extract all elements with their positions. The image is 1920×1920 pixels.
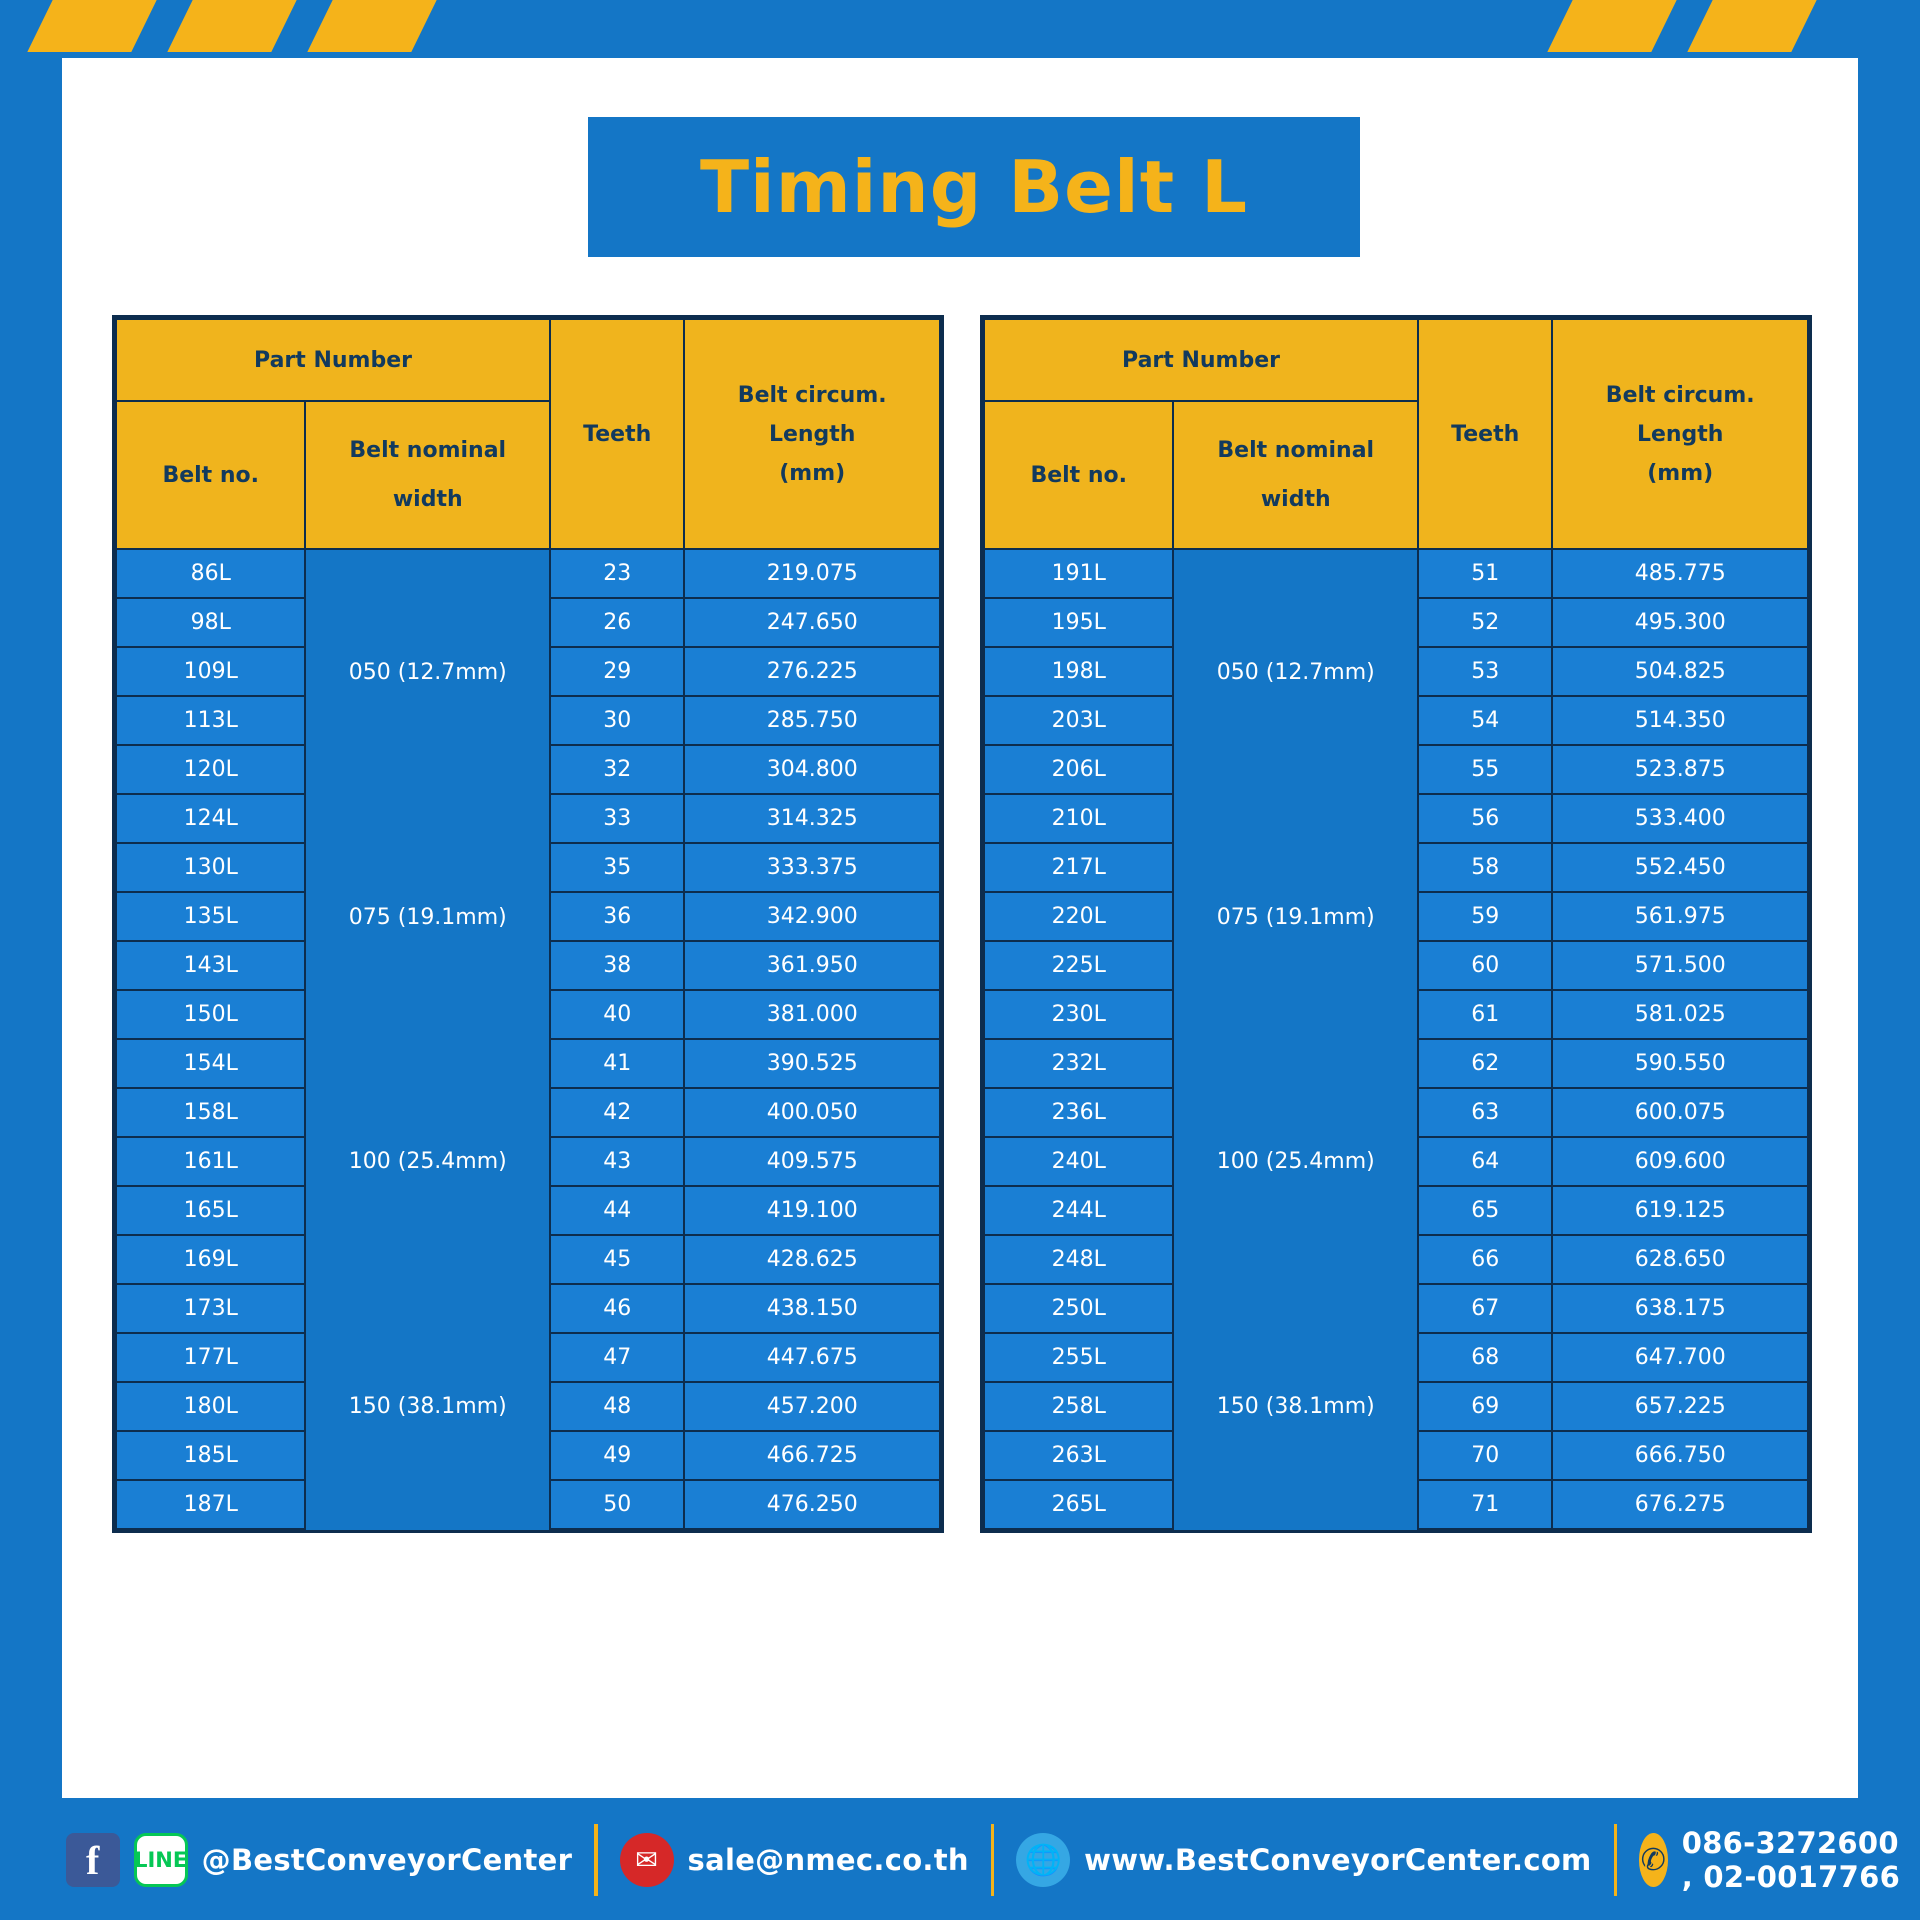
cell-belt-length: 523.875 [1552, 745, 1808, 794]
timing-belt-table-right [980, 315, 1812, 1533]
cell-teeth: 65 [1418, 1186, 1552, 1235]
header-belt-circum-line2: Length [768, 421, 856, 447]
cell-teeth: 52 [1418, 598, 1552, 647]
cell-belt-length: 333.375 [684, 843, 940, 892]
cell-belt-nominal-width [1173, 549, 1418, 1529]
cell-teeth: 56 [1418, 794, 1552, 843]
footer-website[interactable] [1016, 1833, 1591, 1887]
cell-belt-length: 419.100 [684, 1186, 940, 1235]
footer-divider [991, 1824, 994, 1896]
top-chevron-decoration [0, 0, 1920, 52]
belt-width-option-2: 100 (25.4mm) [348, 1149, 507, 1175]
footer-social-handle: @BestConveyorCenter [201, 1843, 573, 1877]
cell-teeth: 50 [550, 1480, 684, 1529]
page-title-text: Timing Belt L [699, 145, 1249, 229]
header-belt-circum-line3: (mm) [1647, 460, 1714, 486]
tables-container [112, 315, 1812, 1533]
cell-belt-length: 600.075 [1552, 1088, 1808, 1137]
cell-belt-length: 495.300 [1552, 598, 1808, 647]
cell-teeth: 54 [1418, 696, 1552, 745]
cell-belt-no: 173L [116, 1284, 305, 1333]
header-belt-circum-right [1552, 319, 1808, 549]
cell-belt-length: 247.650 [684, 598, 940, 647]
cell-belt-no: 143L [116, 941, 305, 990]
cell-teeth: 48 [550, 1382, 684, 1431]
cell-belt-length: 285.750 [684, 696, 940, 745]
footer-phone[interactable] [1639, 1826, 1920, 1894]
cell-belt-length: 219.075 [684, 549, 940, 598]
cell-teeth: 43 [550, 1137, 684, 1186]
header-belt-width-line2: width [392, 487, 463, 512]
cell-belt-length: 504.825 [1552, 647, 1808, 696]
cell-belt-no: 86L [116, 549, 305, 598]
belt-width-option-1: 075 (19.1mm) [348, 904, 507, 930]
table-row [116, 549, 940, 598]
cell-teeth: 63 [1418, 1088, 1552, 1137]
cell-belt-length: 276.225 [684, 647, 940, 696]
cell-belt-no: 244L [984, 1186, 1173, 1235]
cell-belt-no: 177L [116, 1333, 305, 1382]
cell-belt-length: 609.600 [1552, 1137, 1808, 1186]
cell-teeth: 60 [1418, 941, 1552, 990]
cell-teeth: 42 [550, 1088, 684, 1137]
cell-teeth: 33 [550, 794, 684, 843]
phone-icon[interactable]: ✆ [1639, 1833, 1668, 1887]
cell-teeth: 70 [1418, 1431, 1552, 1480]
cell-teeth: 53 [1418, 647, 1552, 696]
header-belt-width-line1: Belt nominal [1217, 438, 1375, 463]
belt-width-option-0: 050 (12.7mm) [1216, 659, 1375, 685]
cell-belt-length: 314.325 [684, 794, 940, 843]
header-belt-circum-left [684, 319, 940, 549]
cell-belt-no: 98L [116, 598, 305, 647]
cell-belt-no: 150L [116, 990, 305, 1039]
cell-belt-length: 400.050 [684, 1088, 940, 1137]
cell-belt-length: 485.775 [1552, 549, 1808, 598]
cell-belt-length: 533.400 [1552, 794, 1808, 843]
footer-website-text: www.BestConveyorCenter.com [1084, 1843, 1592, 1877]
cell-belt-length: 647.700 [1552, 1333, 1808, 1382]
page-title [588, 117, 1360, 257]
header-belt-width-left [305, 401, 550, 549]
cell-teeth: 68 [1418, 1333, 1552, 1382]
cell-belt-no: 230L [984, 990, 1173, 1039]
cell-belt-no: 187L [116, 1480, 305, 1529]
cell-belt-no: 210L [984, 794, 1173, 843]
header-belt-circum-line1: Belt circum. [1605, 382, 1755, 408]
cell-belt-no: 195L [984, 598, 1173, 647]
belt-width-option-2: 100 (25.4mm) [1216, 1149, 1375, 1175]
facebook-icon[interactable]: f [66, 1833, 120, 1887]
cell-belt-no: 220L [984, 892, 1173, 941]
cell-belt-no: 180L [116, 1382, 305, 1431]
cell-teeth: 58 [1418, 843, 1552, 892]
header-belt-width-right [1173, 401, 1418, 549]
cell-belt-length: 561.975 [1552, 892, 1808, 941]
table-body-right [984, 549, 1808, 1529]
cell-belt-no: 169L [116, 1235, 305, 1284]
belt-width-option-1: 075 (19.1mm) [1216, 904, 1375, 930]
header-part-number-right: Part Number [984, 319, 1418, 401]
cell-belt-no: 265L [984, 1480, 1173, 1529]
belt-width-option-3: 150 (38.1mm) [348, 1394, 507, 1420]
cell-teeth: 55 [1418, 745, 1552, 794]
cell-belt-no: 263L [984, 1431, 1173, 1480]
cell-belt-no: 258L [984, 1382, 1173, 1431]
cell-teeth: 66 [1418, 1235, 1552, 1284]
footer-divider [1614, 1824, 1617, 1896]
cell-teeth: 49 [550, 1431, 684, 1480]
cell-teeth: 69 [1418, 1382, 1552, 1431]
cell-teeth: 32 [550, 745, 684, 794]
footer-email-text: sale@nmec.co.th [687, 1843, 969, 1877]
cell-belt-length: 514.350 [1552, 696, 1808, 745]
cell-belt-length: 342.900 [684, 892, 940, 941]
cell-belt-length: 390.525 [684, 1039, 940, 1088]
cell-belt-length: 304.800 [684, 745, 940, 794]
cell-belt-no: 113L [116, 696, 305, 745]
cell-belt-no: 217L [984, 843, 1173, 892]
cell-belt-no: 236L [984, 1088, 1173, 1137]
header-belt-width-line2: width [1260, 487, 1331, 512]
cell-teeth: 44 [550, 1186, 684, 1235]
cell-belt-no: 165L [116, 1186, 305, 1235]
cell-belt-no: 158L [116, 1088, 305, 1137]
cell-teeth: 26 [550, 598, 684, 647]
cell-teeth: 36 [550, 892, 684, 941]
cell-teeth: 67 [1418, 1284, 1552, 1333]
cell-belt-length: 466.725 [684, 1431, 940, 1480]
cell-belt-no: 191L [984, 549, 1173, 598]
footer-contact-bar [0, 1800, 1920, 1920]
cell-belt-nominal-width [305, 549, 550, 1529]
header-belt-width-line1: Belt nominal [349, 438, 507, 463]
header-belt-no-right: Belt no. [984, 401, 1173, 549]
cell-belt-length: 619.125 [1552, 1186, 1808, 1235]
cell-belt-no: 154L [116, 1039, 305, 1088]
cell-teeth: 47 [550, 1333, 684, 1382]
cell-belt-length: 447.675 [684, 1333, 940, 1382]
cell-teeth: 41 [550, 1039, 684, 1088]
cell-belt-length: 571.500 [1552, 941, 1808, 990]
cell-belt-length: 638.175 [1552, 1284, 1808, 1333]
cell-teeth: 30 [550, 696, 684, 745]
cell-belt-length: 457.200 [684, 1382, 940, 1431]
belt-width-option-3: 150 (38.1mm) [1216, 1394, 1375, 1420]
cell-belt-no: 198L [984, 647, 1173, 696]
cell-belt-no: 206L [984, 745, 1173, 794]
cell-belt-no: 185L [116, 1431, 305, 1480]
cell-belt-length: 657.225 [1552, 1382, 1808, 1431]
cell-belt-no: 135L [116, 892, 305, 941]
cell-belt-length: 428.625 [684, 1235, 940, 1284]
cell-belt-no: 161L [116, 1137, 305, 1186]
mail-icon[interactable]: ✉ [620, 1833, 674, 1887]
cell-teeth: 59 [1418, 892, 1552, 941]
footer-divider [594, 1824, 597, 1896]
cell-belt-length: 361.950 [684, 941, 940, 990]
cell-teeth: 38 [550, 941, 684, 990]
header-teeth-left: Teeth [550, 319, 684, 549]
cell-teeth: 45 [550, 1235, 684, 1284]
cell-belt-no: 109L [116, 647, 305, 696]
cell-teeth: 61 [1418, 990, 1552, 1039]
cell-teeth: 62 [1418, 1039, 1552, 1088]
cell-belt-length: 628.650 [1552, 1235, 1808, 1284]
cell-belt-no: 130L [116, 843, 305, 892]
cell-teeth: 23 [550, 549, 684, 598]
footer-email[interactable] [620, 1833, 969, 1887]
cell-belt-no: 255L [984, 1333, 1173, 1382]
header-belt-no-left: Belt no. [116, 401, 305, 549]
cell-belt-no: 250L [984, 1284, 1173, 1333]
cell-belt-length: 590.550 [1552, 1039, 1808, 1088]
footer-phone-text: 086-3272600 , 02-0017766 [1681, 1826, 1901, 1894]
timing-belt-table-left [112, 315, 944, 1533]
cell-teeth: 29 [550, 647, 684, 696]
cell-belt-length: 552.450 [1552, 843, 1808, 892]
cell-teeth: 40 [550, 990, 684, 1039]
cell-teeth: 64 [1418, 1137, 1552, 1186]
header-part-number-left: Part Number [116, 319, 550, 401]
cell-teeth: 46 [550, 1284, 684, 1333]
table-body-left [116, 549, 940, 1529]
cell-belt-length: 676.275 [1552, 1480, 1808, 1529]
cell-teeth: 35 [550, 843, 684, 892]
header-belt-circum-line1: Belt circum. [737, 382, 887, 408]
cell-belt-no: 203L [984, 696, 1173, 745]
cell-teeth: 71 [1418, 1480, 1552, 1529]
cell-belt-length: 409.575 [684, 1137, 940, 1186]
belt-width-option-0: 050 (12.7mm) [348, 659, 507, 685]
cell-belt-length: 381.000 [684, 990, 940, 1039]
header-belt-circum-line2: Length [1636, 421, 1724, 447]
cell-belt-no: 240L [984, 1137, 1173, 1186]
cell-belt-length: 476.250 [684, 1480, 940, 1529]
cell-belt-no: 120L [116, 745, 305, 794]
globe-icon[interactable]: 🌐 [1016, 1833, 1070, 1887]
cell-belt-no: 225L [984, 941, 1173, 990]
cell-belt-length: 438.150 [684, 1284, 940, 1333]
table-row [984, 549, 1808, 598]
cell-belt-length: 581.025 [1552, 990, 1808, 1039]
header-belt-circum-line3: (mm) [779, 460, 846, 486]
cell-belt-no: 124L [116, 794, 305, 843]
cell-teeth: 51 [1418, 549, 1552, 598]
cell-belt-length: 666.750 [1552, 1431, 1808, 1480]
header-teeth-right: Teeth [1418, 319, 1552, 549]
line-icon[interactable]: LINE [134, 1833, 188, 1887]
cell-belt-no: 248L [984, 1235, 1173, 1284]
footer-social[interactable] [66, 1833, 573, 1887]
cell-belt-no: 232L [984, 1039, 1173, 1088]
